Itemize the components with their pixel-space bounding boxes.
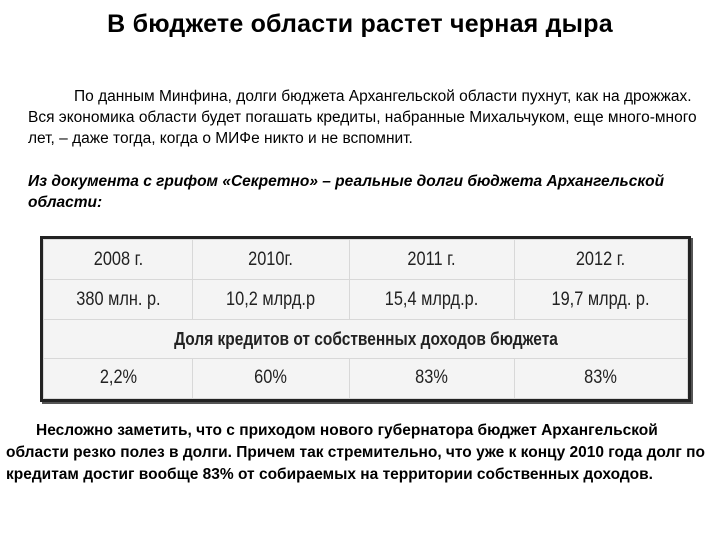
share-cell: 83% xyxy=(527,358,676,398)
intro-paragraph xyxy=(28,86,700,149)
years-row xyxy=(44,240,688,280)
conclusion-paragraph xyxy=(6,420,716,486)
debt-table-frame xyxy=(40,236,691,402)
share-cell: 60% xyxy=(203,358,338,398)
page-title: В бюджете области растет черная дыра xyxy=(107,10,613,38)
shares-row xyxy=(44,358,688,398)
conclusion-text: Несложно заметить, что с приходом нового губернатора бюджет Архангельской области резко полез в долги. Причем так стремительно, что уже к концу 2010 года долг по кредитам достиг вообще 83% от собираемых на территории собственных доходов. xyxy=(6,422,705,483)
debt-cell: 380 млн. р. xyxy=(54,280,182,320)
debt-table xyxy=(43,239,688,399)
share-title-row xyxy=(44,320,688,358)
year-cell: 2010г. xyxy=(203,240,338,280)
debt-cell: 10,2 млрд.р xyxy=(203,280,338,320)
year-cell: 2011 г. xyxy=(361,240,503,280)
share-title-cell: Доля кредитов от собственных доходов бюджета xyxy=(89,320,643,358)
debt-cell: 19,7 млрд. р. xyxy=(527,280,676,320)
year-cell: 2012 г. xyxy=(527,240,676,280)
intro-text: По данным Минфина, долги бюджета Архангельской области пухнут, как на дрожжах. Вся экономика области будет погашать кредиты, набранные Михальчуком, еще много-много лет, – даже тогда, когда о МИФе никто и не вспомнит. xyxy=(28,88,697,147)
debts-row xyxy=(44,280,688,320)
share-cell: 2,2% xyxy=(54,358,182,398)
year-cell: 2008 г. xyxy=(54,240,182,280)
document-reference: Из документа с грифом «Секретно» – реальные долги бюджета Архангельской области: xyxy=(28,173,665,211)
share-cell: 83% xyxy=(361,358,503,398)
debt-cell: 15,4 млрд.р. xyxy=(361,280,503,320)
